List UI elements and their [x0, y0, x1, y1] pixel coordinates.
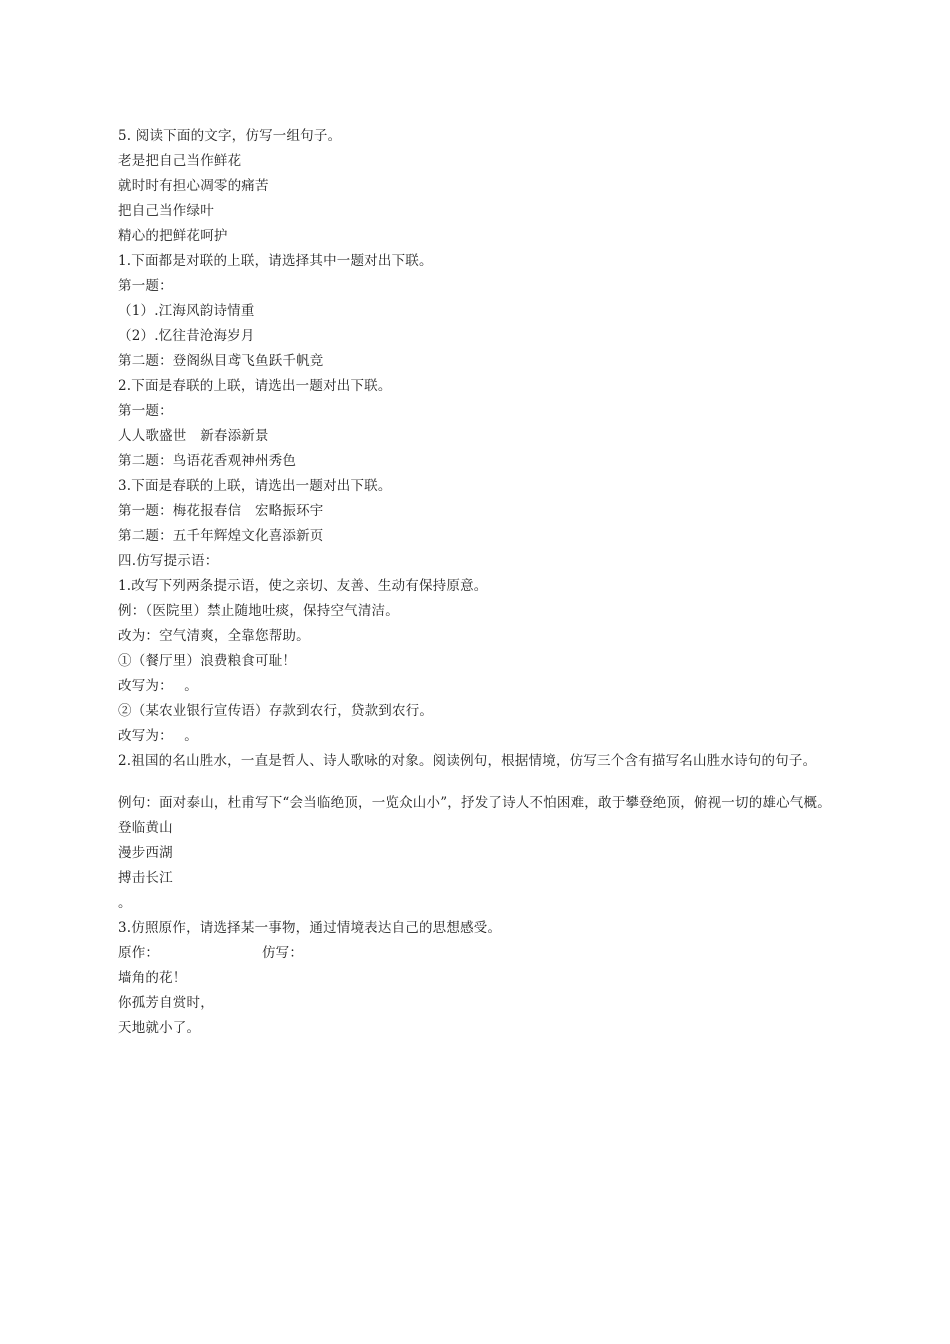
question-5-prompt: 5. 阅读下面的文字，仿写一组句子。 — [118, 128, 342, 144]
poem-prompt: 登临黄山 — [118, 820, 173, 836]
original-imitation-labels: 原作： 仿写： — [118, 945, 304, 961]
punctuation-line: 。 — [118, 895, 132, 911]
couplet-option: 第二题：登阁纵目鸢飞鱼跃千帆竞 — [118, 353, 324, 369]
poem-line: 精心的把鲜花呵护 — [118, 228, 228, 244]
document-body — [118, 124, 848, 1041]
couplet-question-1: 1.下面都是对联的上联，请选择其中一题对出下联。 — [118, 253, 433, 269]
rewrite-answer: 改写为： 。 — [118, 728, 198, 744]
rewrite-item: ①（餐厅里）浪费粮食可耻！ — [118, 653, 297, 669]
paragraph-gap — [118, 774, 848, 791]
couplet-question-3: 3.下面是春联的上联，请选出一题对出下联。 — [118, 478, 392, 494]
rewrite-question-1: 1.改写下列两条提示语，使之亲切、友善、生动有保持原意。 — [118, 578, 488, 594]
example-line: 例：（医院里）禁止随地吐痰，保持空气清洁。 — [118, 603, 399, 619]
poem-prompt: 搏击长江 — [118, 870, 173, 886]
poem-line: 就时时有担心凋零的痛苦 — [118, 178, 269, 194]
couplet-option: 人人歌盛世 新春添新景 — [118, 428, 269, 444]
couplet-option: 第二题：五千年辉煌文化喜添新页 — [118, 528, 324, 544]
couplet-option: （2）.忆往昔沧海岁月 — [118, 328, 255, 344]
couplet-option: 第二题：鸟语花香观神州秀色 — [118, 453, 297, 469]
couplet-question-2: 2.下面是春联的上联，请选出一题对出下联。 — [118, 378, 392, 394]
example-line: 改为：空气清爽，全靠您帮助。 — [118, 628, 310, 644]
subquestion-label: 第一题： — [118, 278, 173, 294]
rewrite-item: ②（某农业银行宣传语）存款到农行，贷款到农行。 — [118, 703, 434, 719]
couplet-option: 第一题：梅花报春信 宏略振环宇 — [118, 503, 324, 519]
subquestion-label: 第一题： — [118, 403, 173, 419]
couplet-option: （1）.江海风韵诗情重 — [118, 303, 255, 319]
poem-prompt: 漫步西湖 — [118, 845, 173, 861]
example-paragraph: 例句：面对泰山，杜甫写下“会当临绝顶，一览众山小”，抒发了诗人不怕困难，敢于攀登绝顶，俯视一切的雄心气概。 — [118, 795, 831, 811]
original-poem-line: 你孤芳自赏时， — [118, 995, 214, 1011]
original-poem-line: 墙角的花！ — [118, 970, 187, 986]
section-heading: 四.仿写提示语： — [118, 553, 219, 569]
mountain-question-2: 2.祖国的名山胜水，一直是哲人、诗人歌咏的对象。阅读例句，根据情境，仿写三个含有描写名山胜水诗句的句子。 — [118, 753, 817, 769]
poem-line: 把自己当作绿叶 — [118, 203, 214, 219]
imitation-question-3: 3.仿照原作，请选择某一事物，通过情境表达自己的思想感受。 — [118, 920, 502, 936]
poem-line: 老是把自己当作鲜花 — [118, 153, 242, 169]
original-poem-line: 天地就小了。 — [118, 1020, 201, 1036]
rewrite-answer: 改写为： 。 — [118, 678, 198, 694]
